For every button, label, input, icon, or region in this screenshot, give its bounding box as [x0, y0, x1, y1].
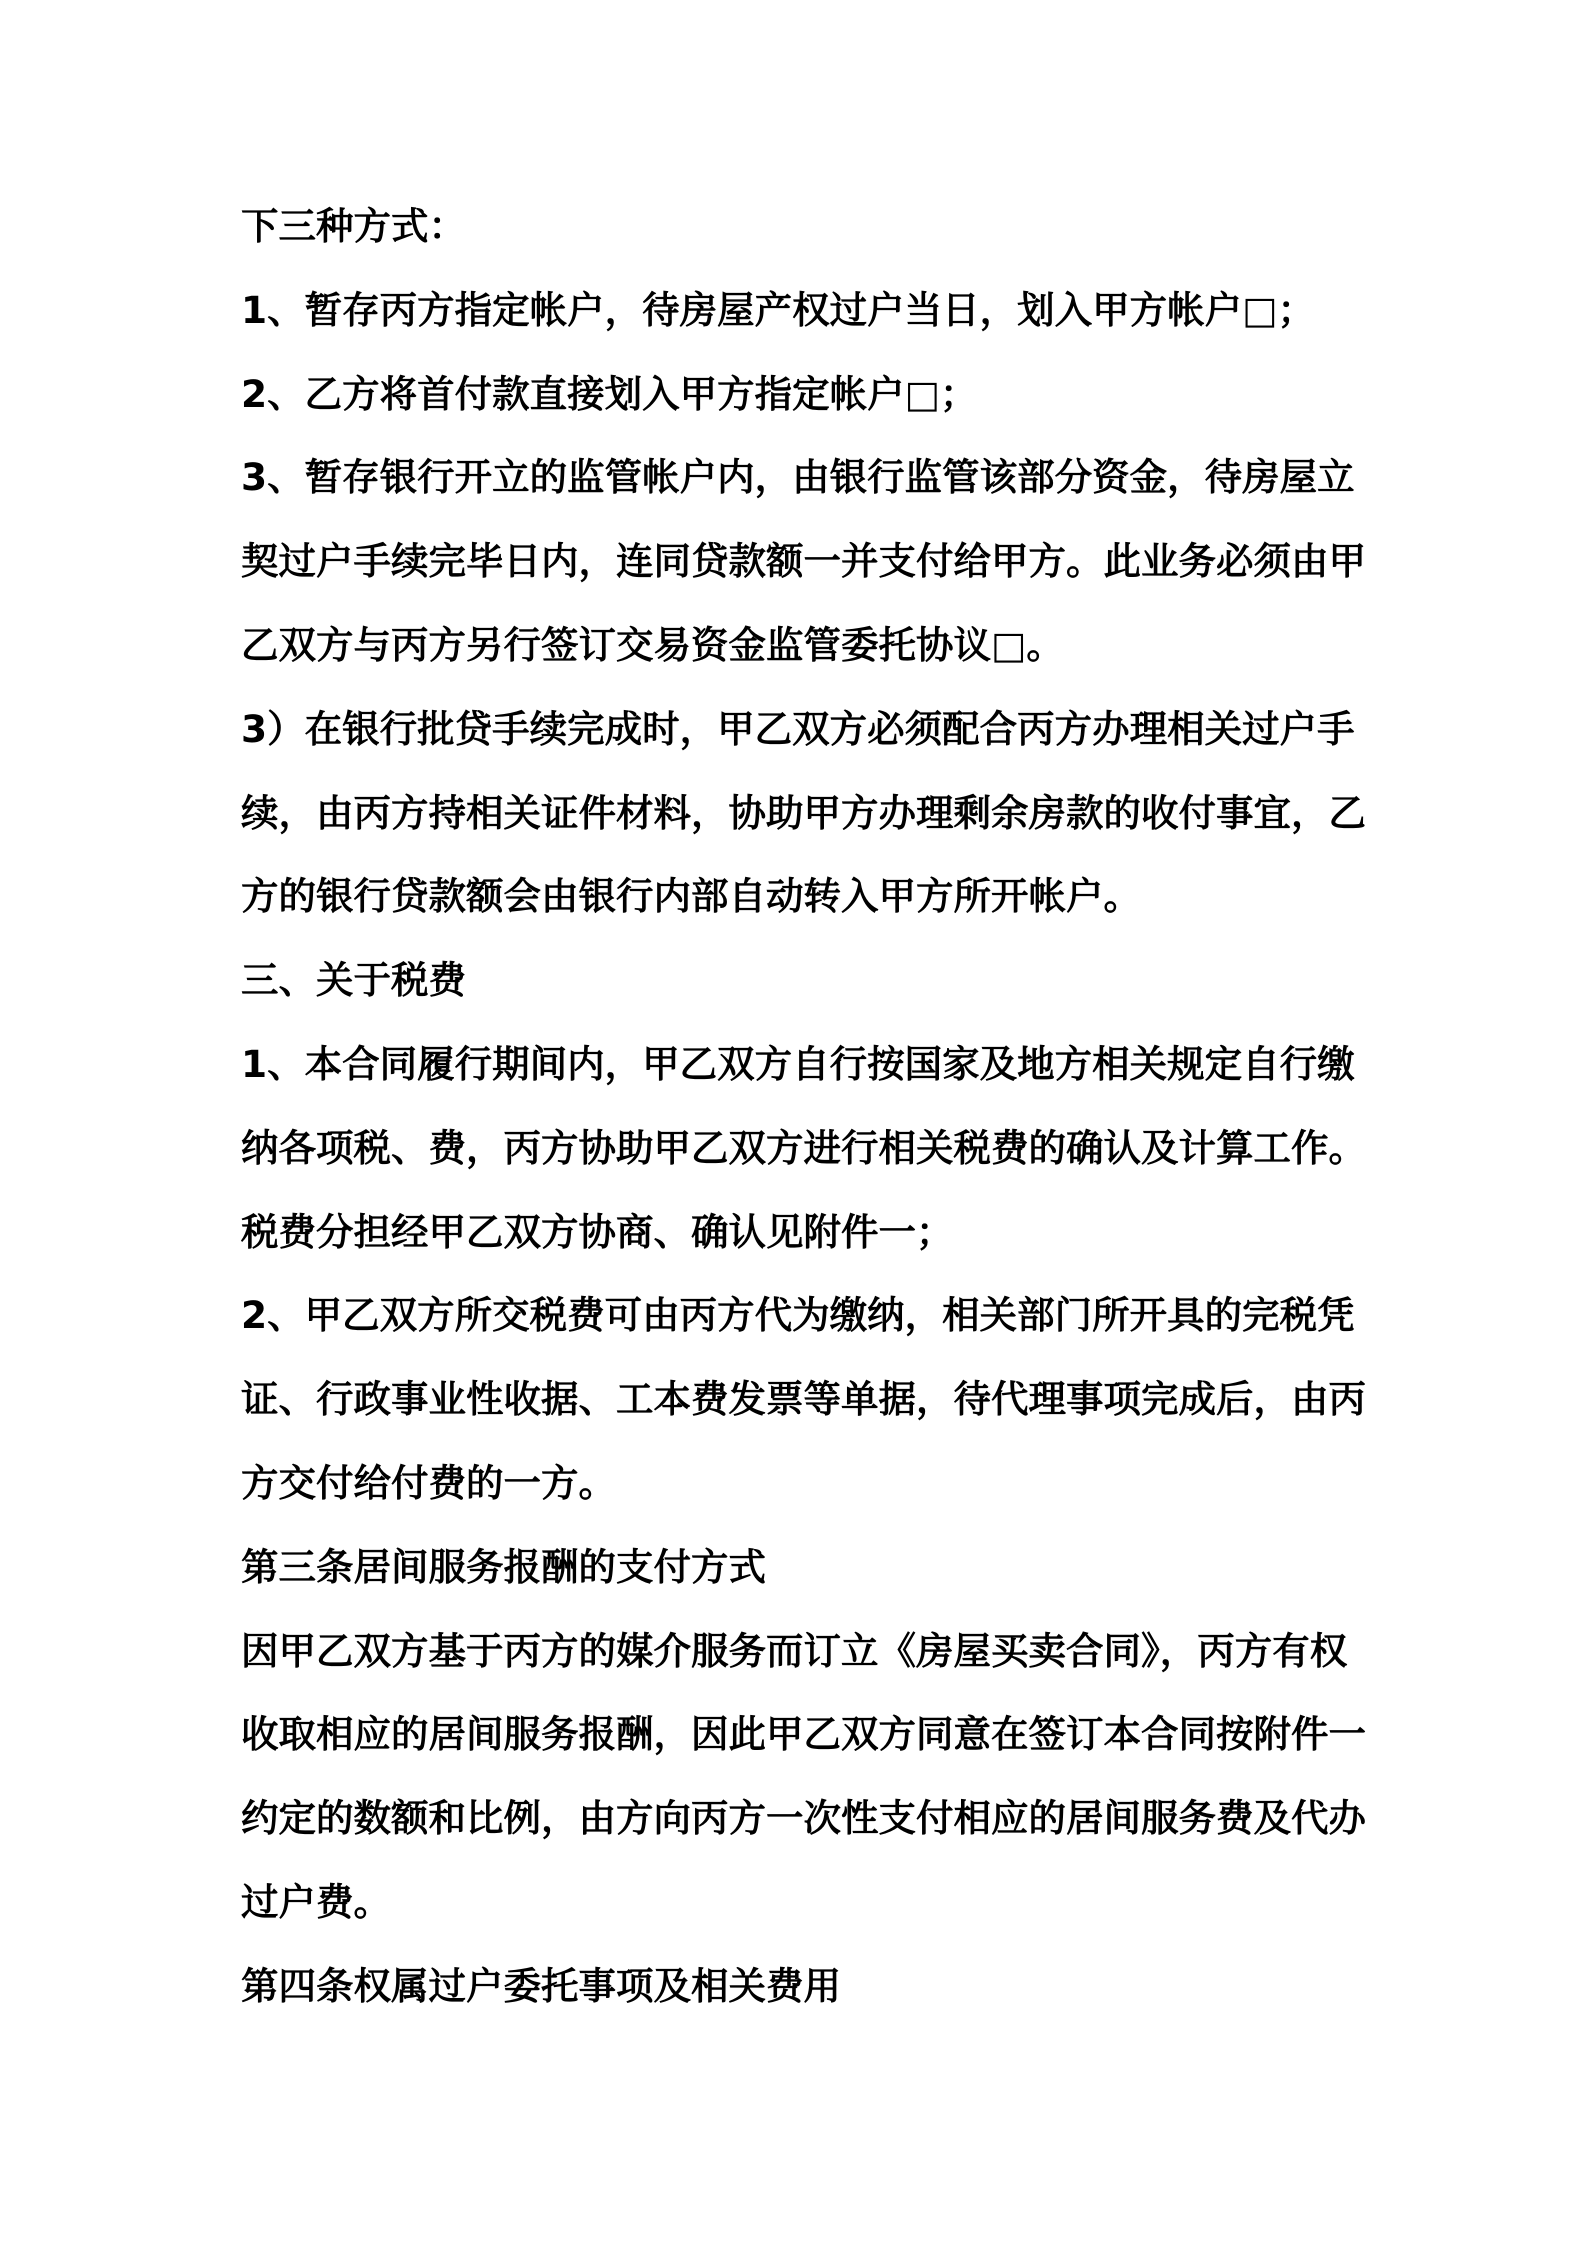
text-line: 契过户手续完毕日内，连同贷款额一并支付给甲方。此业务必须由甲 — [241, 539, 1366, 584]
text-line: 2、甲乙双方所交税费可由丙方代为缴纳，相关部门所开具的完税凭 — [241, 1293, 1355, 1338]
text-line: 税费分担经甲乙双方协商、确认见附件一； — [241, 1209, 954, 1254]
text-line: 2、乙方将首付款直接划入甲方指定帐户□； — [241, 371, 978, 416]
document-body — [241, 185, 1486, 2029]
text-line: 方交付给付费的一方。 — [241, 1460, 616, 1505]
section-heading: 第四条权属过户委托事项及相关费用 — [241, 1963, 841, 2008]
text-line: 1、暂存丙方指定帐户，待房屋产权过户当日，划入甲方帐户□； — [241, 287, 1316, 332]
text-line: 约定的数额和比例，由方向丙方一次性支付相应的居间服务费及代办 — [241, 1796, 1366, 1841]
text-line: 续，由丙方持相关证件材料，协助甲方办理剩余房款的收付事宜，乙 — [241, 790, 1366, 835]
text-line: 3）在银行批贷手续完成时，甲乙双方必须配合丙方办理相关过户手 — [241, 706, 1355, 751]
text-line: 过户费。 — [241, 1879, 391, 1924]
text-line: 乙双方与丙方另行签订交易资金监管委托协议□。 — [241, 622, 1064, 667]
text-line: 证、行政事业性收据、工本费发票等单据，待代理事项完成后，由丙 — [241, 1377, 1366, 1422]
text-line: 方的银行贷款额会由银行内部自动转入甲方所开帐户。 — [241, 874, 1141, 919]
text-line: 收取相应的居间服务报酬，因此甲乙双方同意在签订本合同按附件一 — [241, 1712, 1366, 1757]
section-heading: 第三条居间服务报酬的支付方式 — [241, 1544, 766, 1589]
text-line: 因甲乙双方基于丙方的媒介服务而订立《房屋买卖合同》，丙方有权 — [241, 1628, 1348, 1673]
section-heading: 三、关于税费 — [241, 958, 466, 1003]
text-line: 下三种方式： — [241, 204, 466, 248]
text-line: 1、本合同履行期间内，甲乙双方自行按国家及地方相关规定自行缴 — [241, 1041, 1355, 1086]
text-line: 纳各项税、费，丙方协助甲乙双方进行相关税费的确认及计算工作。 — [241, 1125, 1366, 1170]
text-line: 3、暂存银行开立的监管帐户内，由银行监管该部分资金，待房屋立 — [241, 455, 1355, 500]
